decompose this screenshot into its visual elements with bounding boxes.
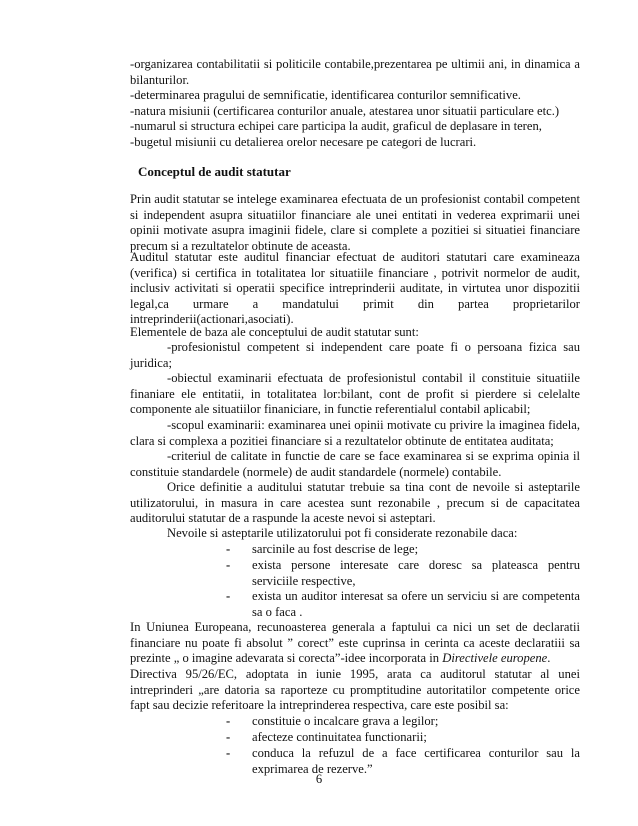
section-heading: Conceptul de audit statutar <box>138 164 291 179</box>
bullet-item-5: - afecteze continuitatea functionarii; <box>226 730 427 744</box>
element-criterion: -criteriul de calitate in functie de care se face examinarea si se exprima opinia il constituie standardele (normele) de audit standardele (normele) contabile. <box>130 449 580 479</box>
bullet-item-2: - exista persone interesate care doresc sa plateasca pentru serviciile respective, <box>226 558 580 588</box>
list-top-item-2: -determinarea pragului de semnificatie, identificarea conturilor semnificative. <box>130 88 521 103</box>
element-object: -obiectul examinarii efectuata de profesionistul contabil il constituie situatiile finaniare ele entitatii, in totalitatea lor:bilant, cont de profit si pierdere si celelalte componente ale situatiilor finaniciare, in functie referentialul contabil aplicabil; <box>130 371 580 417</box>
eu-text-end: . <box>547 651 551 666</box>
element-professional: -profesionistul competent si independent care poate fi o persoana fizica sau juridica; <box>130 340 580 370</box>
bullet-item-6: - conduca la refuzul de a face certificarea conturilor sau la exprimarea de rezerve.” <box>226 746 580 776</box>
paragraph-user-needs: Orice definitie a auditului statutar trebuie sa tina cont de nevoile si asteptarile utilizatorului, in masura in care acestea sunt rezonabile , precum si de capacitatea auditorului statutar de a raspunde la aceste nevoi si asteptari. <box>130 480 580 526</box>
paragraph-statutory-audit: Auditul statutar este auditul financiar efectuat de auditori statutari care examineaza (verifica) si certifica in totalitatea lor situatiile financiare , potrivit normelor de audit, inclusiv activitati si operatii specifice intreprinderii auditate, in virtutea unor dispozitii legal,ca urmare a mandatului primit din partea proprietarilor intreprinderii(actionari,asociati). <box>130 250 580 327</box>
list-top-item-1: -organizarea contabilitatii si politicile contabile,prezentarea pe ultimii ani, in dinamica a bilanturilor. <box>130 57 580 87</box>
list-top-item-5: -bugetul misiunii cu detalierea orelor necesare pe categori de lucrari. <box>130 134 477 149</box>
paragraph-directive: Directiva 95/26/EC, adoptata in iunie 1995, arata ca auditorul statutar al unei intreprinderi „are datoria sa raporteze cu promptitudine autoritatilor competente orice fapt sau decizie referitoare la intreprinderea respectiva, care este posibil sa: <box>130 667 580 713</box>
bullet-dash: - <box>226 714 231 728</box>
paragraph-definition: Prin audit statutar se intelege examinarea efectuata de un profesionist contabil competent si independent asupra situatiilor financiare ale unei entitati in vederea exprimarii unei opinii motivate asupra imaginii fidele, clare si complete a pozitiei si situatiei financiare precum si a rezultatelor obtinute de aceasta. <box>130 192 580 253</box>
bullet-dash: - <box>226 589 231 603</box>
list-top <box>130 57 580 151</box>
page-number: 6 <box>315 772 323 786</box>
bullet-item-4: - constituie o incalcare grava a legilor; <box>226 714 439 728</box>
eu-text: In Uniunea Europeana, recunoasterea generala a faptului ca nici un set de declaratii financiare nu poate fi absolut ” corect” este cuprinsa in cerinta ca aceste declaratiii sa prezinte „ o imagine adevarata si corecta”-idee incorporata in <box>130 620 580 666</box>
list-top-item-4: -numarul si structura echipei care participa la audit, graficul de deplasare in teren, <box>130 119 542 134</box>
element-scope: -scopul examinarii: examinarea unei opinii motivate cu privire la imaginea fidela, clara si complexa a pozitiei financiare si a rezultatelor obtinute de entitatea auditata; <box>130 418 580 448</box>
bullet-dash: - <box>226 746 231 760</box>
bullet-dash: - <box>226 542 231 556</box>
bullet-item-3: - exista un auditor interesat sa ofere un serviciu si are competenta sa o faca . <box>226 589 580 619</box>
eu-directives-text: Directivele europene <box>442 651 548 666</box>
list-top-item-3: -natura misiunii (certificarea conturilor anuale, atestarea unor situatii particulare etc.) <box>130 103 560 118</box>
bullet-dash: - <box>226 558 231 572</box>
paragraph-european-union <box>130 620 580 667</box>
bullet-dash: - <box>226 730 231 744</box>
bullet-item-1: - sarcinile au fost descrise de lege; <box>226 542 419 556</box>
paragraph-reasonable-needs: Nevoile si asteptarile utilizatorului pot fi considerate rezonabile daca: <box>167 526 518 540</box>
paragraph-elements-intro: Elementele de baza ale conceptului de audit statutar sunt: <box>130 325 419 339</box>
